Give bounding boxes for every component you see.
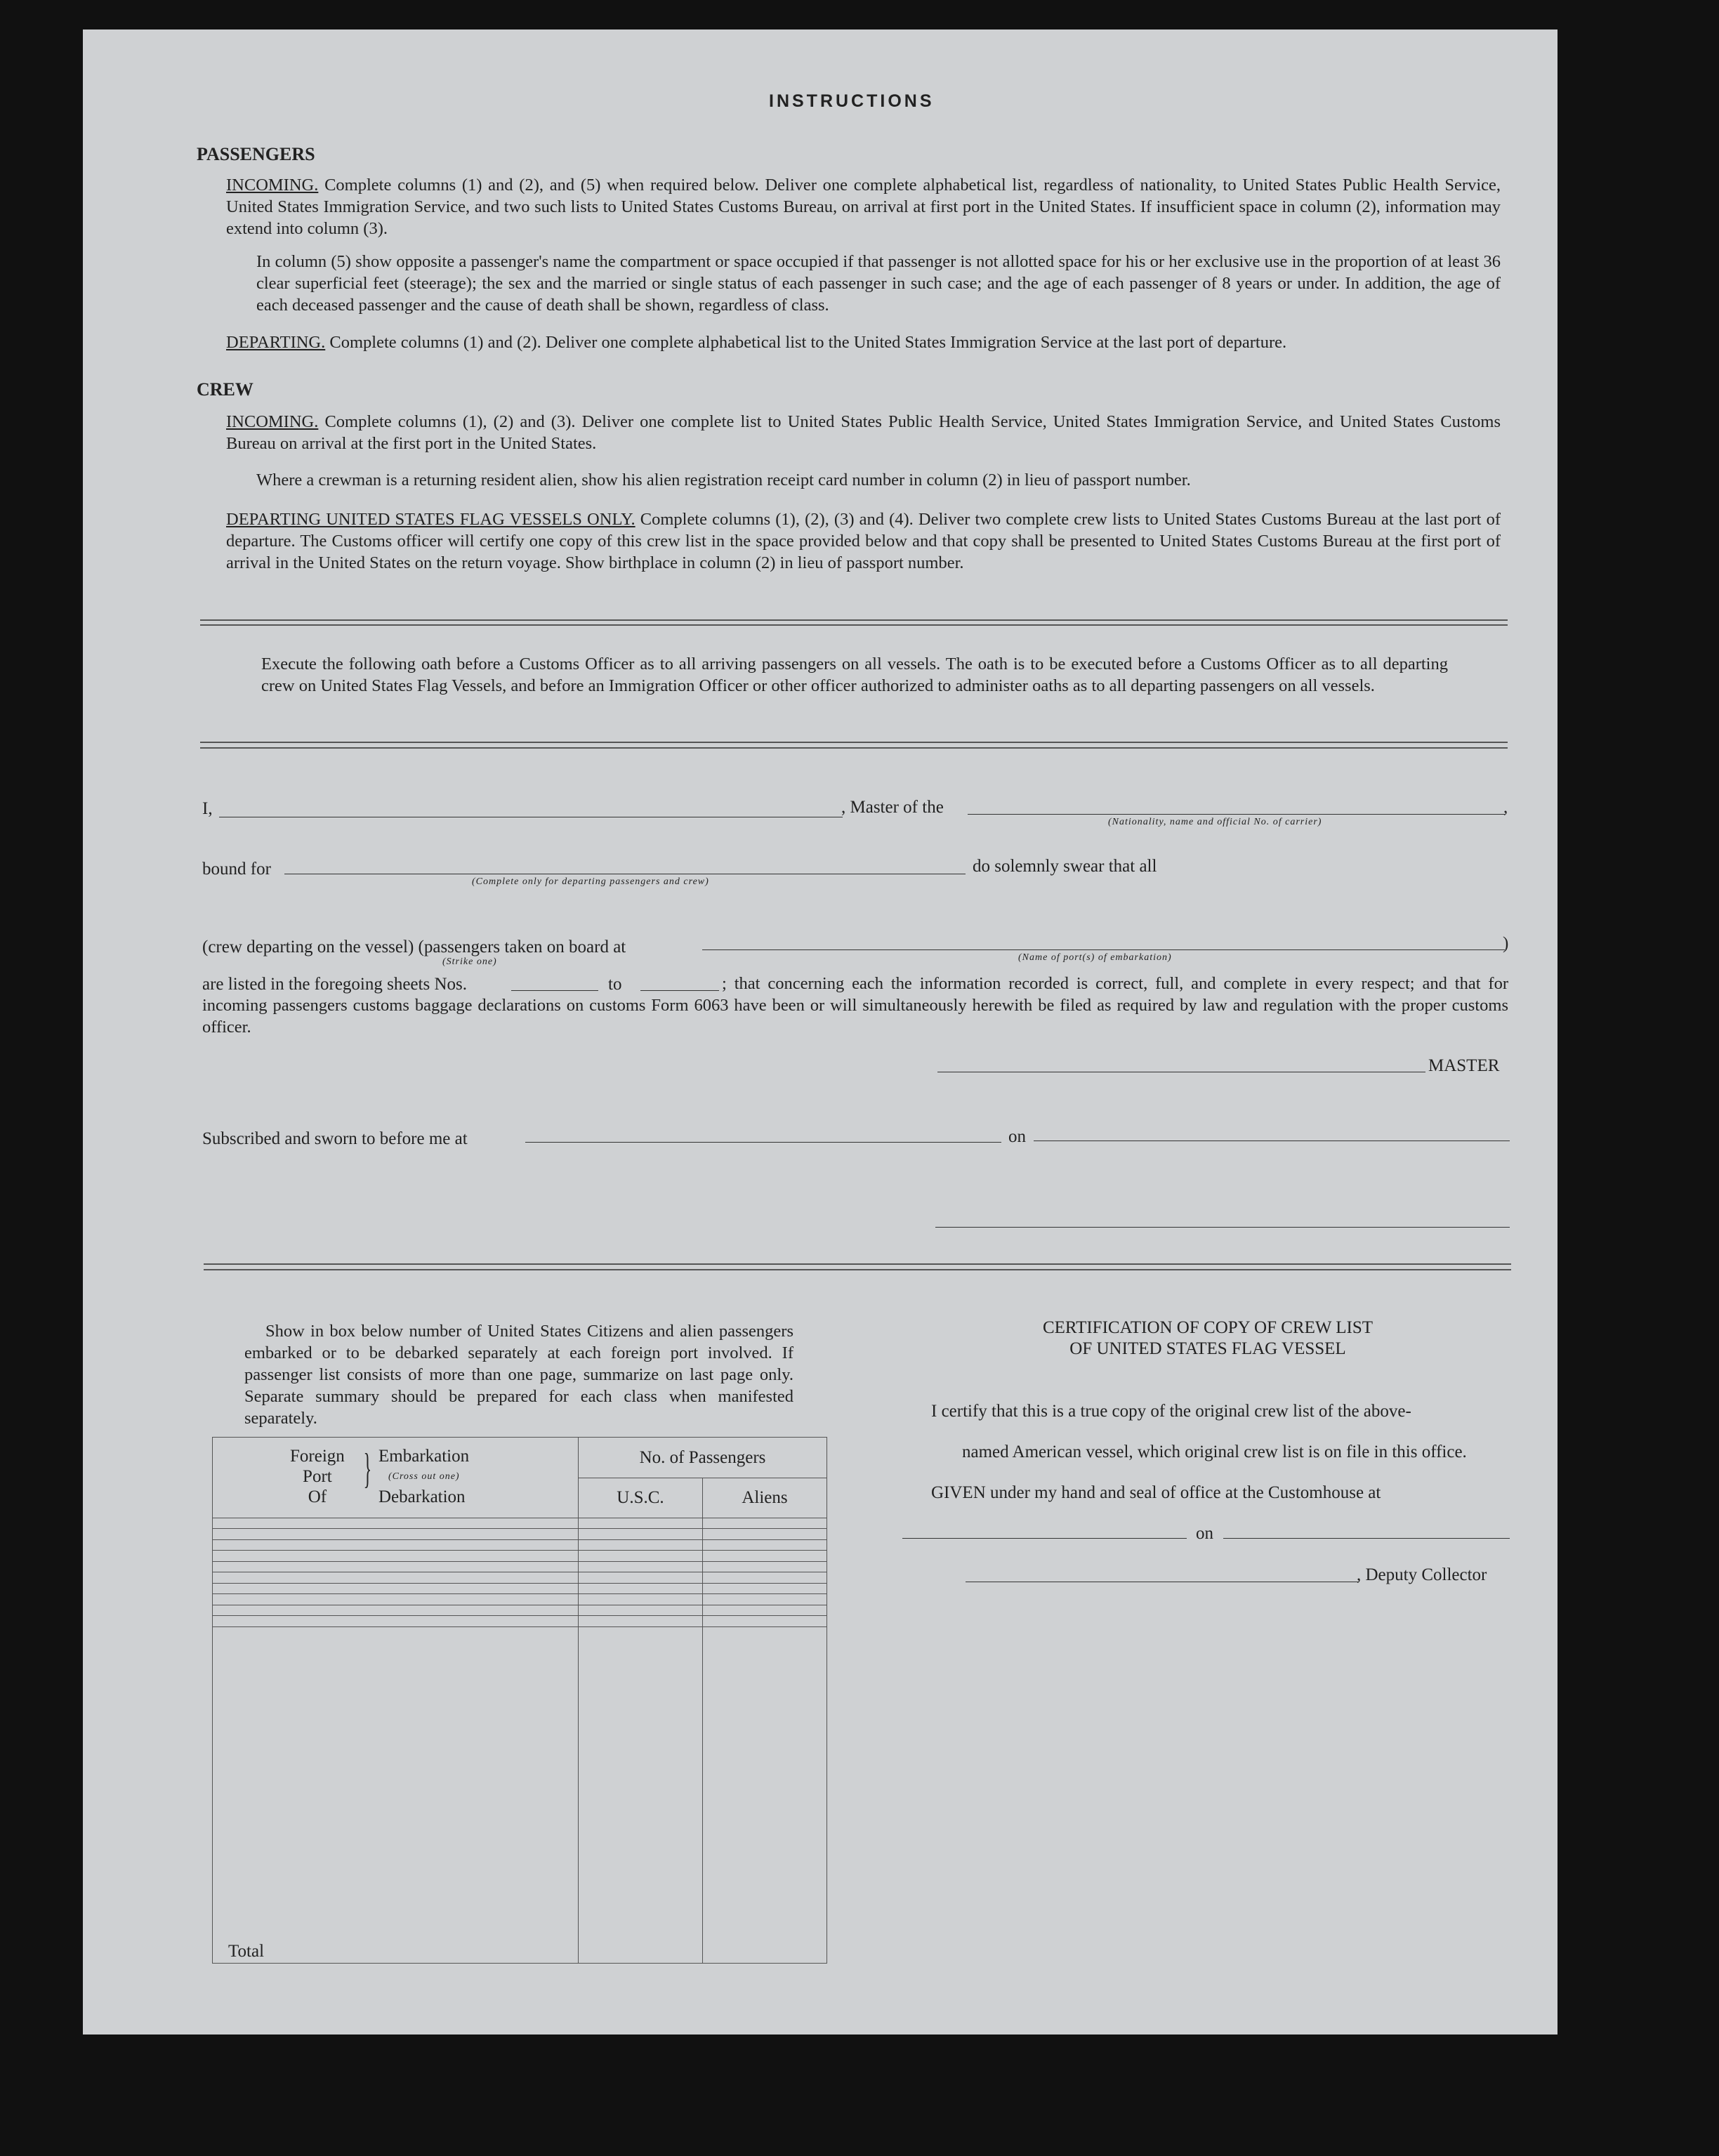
crew-departing-label: DEPARTING UNITED STATES FLAG VESSELS ONLY. [226, 510, 635, 529]
crew-incoming-para2: Where a crewman is a returning resident alien, show his alien registration receipt card number in column (2) in lieu of passport number. [256, 471, 1191, 489]
to-label: to [608, 975, 622, 994]
crew-incoming-label: INCOMING. [226, 412, 319, 431]
listed-in-label: are listed in the foregoing sheets Nos. [202, 975, 467, 994]
customhouse-field[interactable] [902, 1538, 1187, 1539]
divider [200, 619, 1508, 621]
table-row [213, 1594, 827, 1605]
certification-line2: named American vessel, which original crew list is on file in this office. [962, 1442, 1467, 1461]
table-row [213, 1572, 827, 1583]
passengers-departing [226, 331, 1501, 353]
crew-passengers-label: (crew departing on the vessel) (passengers taken on board at [202, 938, 626, 957]
oath-statement: ; that concerning each the information recorded is correct, full, and complete in every respect; and that for incoming passengers customs baggage declarations on customs Form 6063 have been or will simultaneously herewith be filed as required by law and regulation with the proper customs officer. [202, 974, 1508, 1037]
certification-date-field[interactable] [1223, 1538, 1510, 1539]
embarkation-field[interactable] [702, 949, 1505, 950]
comma: , [1503, 798, 1508, 817]
deputy-collector-label: , Deputy Collector [1357, 1565, 1487, 1584]
certification-on-label: on [1196, 1524, 1213, 1543]
carrier-caption: (Nationality, name and official No. of carrier) [1108, 817, 1322, 827]
page-title: INSTRUCTIONS [769, 91, 935, 111]
table-row [213, 1529, 827, 1539]
master-of-the-label: , Master of the [841, 798, 944, 817]
crew-heading: CREW [197, 379, 253, 400]
embarkation-label: Embarkation [378, 1447, 470, 1466]
certification-line3: GIVEN under my hand and seal of office at the Customhouse at [931, 1483, 1381, 1502]
certification-title [892, 1317, 1524, 1360]
master-label: MASTER [1428, 1056, 1500, 1075]
on-label: on [1008, 1127, 1026, 1146]
crew-departing [226, 508, 1501, 574]
oath-instructions: Execute the following oath before a Customs Officer as to all arriving passengers on all vessels. The oath is to be executed before a Customs Officer as to all departing crew on United States Flag Vessels, and before an Immigration Officer or other officer authorized to administer oaths as to all departing passengers on all vessels. [261, 655, 1448, 695]
port-header [213, 1438, 579, 1518]
divider [204, 1263, 1511, 1265]
divider [204, 1269, 1511, 1270]
passengers-incoming-para2: In column (5) show opposite a passenger's name the compartment or space occupied if that passenger is not allotted space for his or her exclusive use in the proportion of at least 36 clear superficial feet (steerage); the sex and the married or single status of each passenger in such case; and the age of each passenger of 8 years or under. In addition, the age of each deceased passenger and the cause of death shall be shown, regardless of class. [256, 252, 1501, 315]
brace: } [363, 1445, 372, 1492]
table-row [213, 1518, 827, 1529]
debarkation-label: Debarkation [378, 1487, 466, 1506]
table-row [213, 1539, 827, 1550]
table-row [213, 1605, 827, 1615]
swear-label: do solemnly swear that all [973, 857, 1157, 876]
port-label: Port [303, 1467, 332, 1486]
table-row [213, 1616, 827, 1626]
passengers-departing-text: Complete columns (1) and (2). Deliver one complete alphabetical list to the United States Immigration Service at the last port of departure. [329, 333, 1287, 352]
officer-signature-field[interactable] [935, 1227, 1510, 1228]
crew-incoming-text: Complete columns (1), (2) and (3). Deliver one complete list to United States Public Health Service, United States Immigration Service, and United States Customs Bureau on arrival at the first port in the United States. [226, 412, 1501, 453]
usc-header: U.S.C. [579, 1478, 703, 1518]
table-row [213, 1583, 827, 1593]
cross-out-label: (Cross out one) [388, 1471, 460, 1482]
no-passengers-header: No. of Passengers [579, 1438, 827, 1478]
passenger-summary-table [212, 1437, 827, 1964]
divider [200, 742, 1508, 743]
strike-one-caption: (Strike one) [442, 957, 497, 967]
passengers-incoming-label: INCOMING. [226, 176, 319, 195]
subscribed-label: Subscribed and sworn to before me at [202, 1129, 468, 1148]
divider [200, 747, 1508, 749]
divider [200, 624, 1508, 626]
subscribed-at-field[interactable] [525, 1142, 1001, 1143]
passengers-incoming [226, 174, 1501, 239]
certification-line1: I certify that this is a true copy of the original crew list of the above- [931, 1402, 1411, 1421]
passengers-heading: PASSENGERS [197, 144, 315, 164]
embarkation-caption: (Name of port(s) of embarkation) [1018, 952, 1172, 963]
total-label: Total [213, 1626, 579, 1963]
passengers-departing-label: DEPARTING. [226, 333, 326, 352]
crew-departing-text: Complete columns (1), (2), (3) and (4). Deliver two complete crew lists to United States Customs Bureau at the last port of departure. The Customs officer will certify one copy of this crew list in the space provided below and that copy shall be presented to United States Customs Bureau at the first port of arrival in the United States on the return voyage. Show birthplace in column (2) in lieu of passport number. [226, 510, 1501, 572]
table-row [213, 1561, 827, 1572]
crew-incoming [226, 411, 1501, 454]
bound-for-label: bound for [202, 860, 271, 879]
summary-instructions: Show in box below number of United States Citizens and alien passengers embarked or to be debarked separately at each foreign port involved. If passenger list consists of more than one page, summarize on last page only. Separate summary should be prepared for each class when manifested separately. [244, 1322, 793, 1428]
table-row [213, 1551, 827, 1561]
carrier-field[interactable] [968, 814, 1505, 815]
of-label: Of [308, 1487, 327, 1506]
foreign-label: Foreign [290, 1447, 345, 1466]
certification-title-line2: OF UNITED STATES FLAG VESSEL [1069, 1339, 1346, 1358]
oath-i-label: I, [202, 799, 213, 818]
aliens-header: Aliens [703, 1478, 827, 1518]
close-paren: ) [1503, 934, 1509, 953]
total-row [213, 1626, 827, 1963]
certification-title-line1: CERTIFICATION OF COPY OF CREW LIST [1042, 1318, 1374, 1337]
passengers-incoming-text: Complete columns (1) and (2), and (5) when required below. Deliver one complete alphabetical list, regardless of nationality, to United States Public Health Service, United States Immigration Service, and two such lists to United States Customs Bureau, on arrival at first port in the United States. If insufficient space in column (2), information may extend into column (3). [226, 176, 1501, 238]
bound-for-caption: (Complete only for departing passengers and crew) [472, 876, 709, 887]
